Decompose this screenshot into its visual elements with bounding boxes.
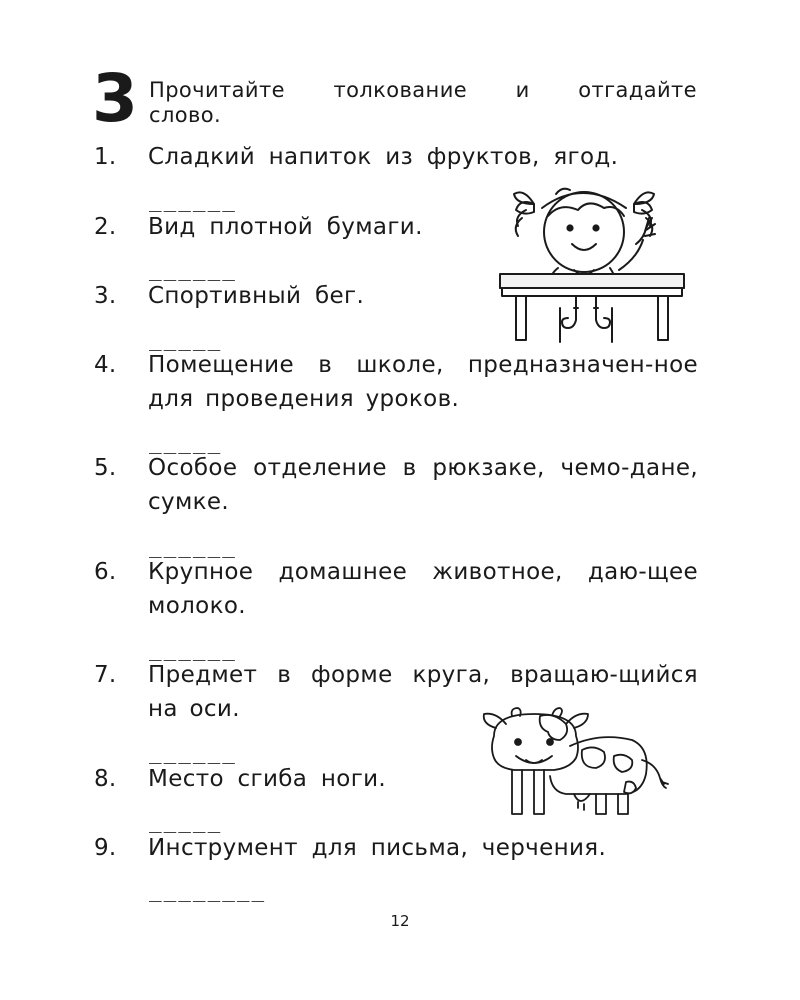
item-number: 1. bbox=[94, 144, 117, 170]
item-text: Предмет в форме круга, вращаю-щийся на оси. bbox=[148, 662, 698, 722]
item-number: 7. bbox=[94, 662, 117, 688]
item-number: 3. bbox=[94, 283, 117, 309]
cow-illustration bbox=[478, 706, 674, 824]
item-text: Спортивный бег. bbox=[148, 283, 365, 309]
item-number: 6. bbox=[94, 559, 117, 585]
answer-blank[interactable]: ______ bbox=[149, 740, 237, 764]
item-number: 9. bbox=[94, 835, 117, 861]
item-text: Вид плотной бумаги. bbox=[148, 214, 423, 240]
task-instruction: Прочитайте толкование и отгадайте слово. bbox=[149, 78, 697, 127]
answer-blank[interactable]: ______ bbox=[149, 188, 237, 212]
item-text: Инструмент для письма, черчения. bbox=[148, 835, 607, 861]
answer-blank[interactable]: _____ bbox=[149, 327, 223, 351]
item-text: Сладкий напиток из фруктов, ягод. bbox=[148, 144, 619, 170]
girl-at-desk-illustration bbox=[496, 176, 688, 344]
item-text: Место сгиба ноги. bbox=[148, 766, 387, 792]
item-number: 5. bbox=[94, 455, 117, 481]
item-number: 4. bbox=[94, 352, 117, 378]
page-number: 12 bbox=[390, 912, 410, 930]
item-text: Особое отделение в рюкзаке, чемо-дане, сумке. bbox=[148, 455, 698, 515]
item-number: 8. bbox=[94, 766, 117, 792]
answer-blank[interactable]: ______ bbox=[149, 637, 237, 661]
answer-blank[interactable]: ______ bbox=[149, 257, 237, 281]
answer-blank[interactable]: ________ bbox=[149, 878, 267, 902]
item-text: Крупное домашнее животное, даю-щее молоко. bbox=[148, 559, 698, 619]
task-number: 3 bbox=[92, 60, 138, 137]
answer-blank[interactable]: _____ bbox=[149, 809, 223, 833]
answer-blank[interactable]: ______ bbox=[149, 534, 237, 558]
item-number: 2. bbox=[94, 214, 117, 240]
item-text: Помещение в школе, предназначен-ное для проведения уроков. bbox=[148, 352, 698, 412]
answer-blank[interactable]: _____ bbox=[149, 430, 223, 454]
